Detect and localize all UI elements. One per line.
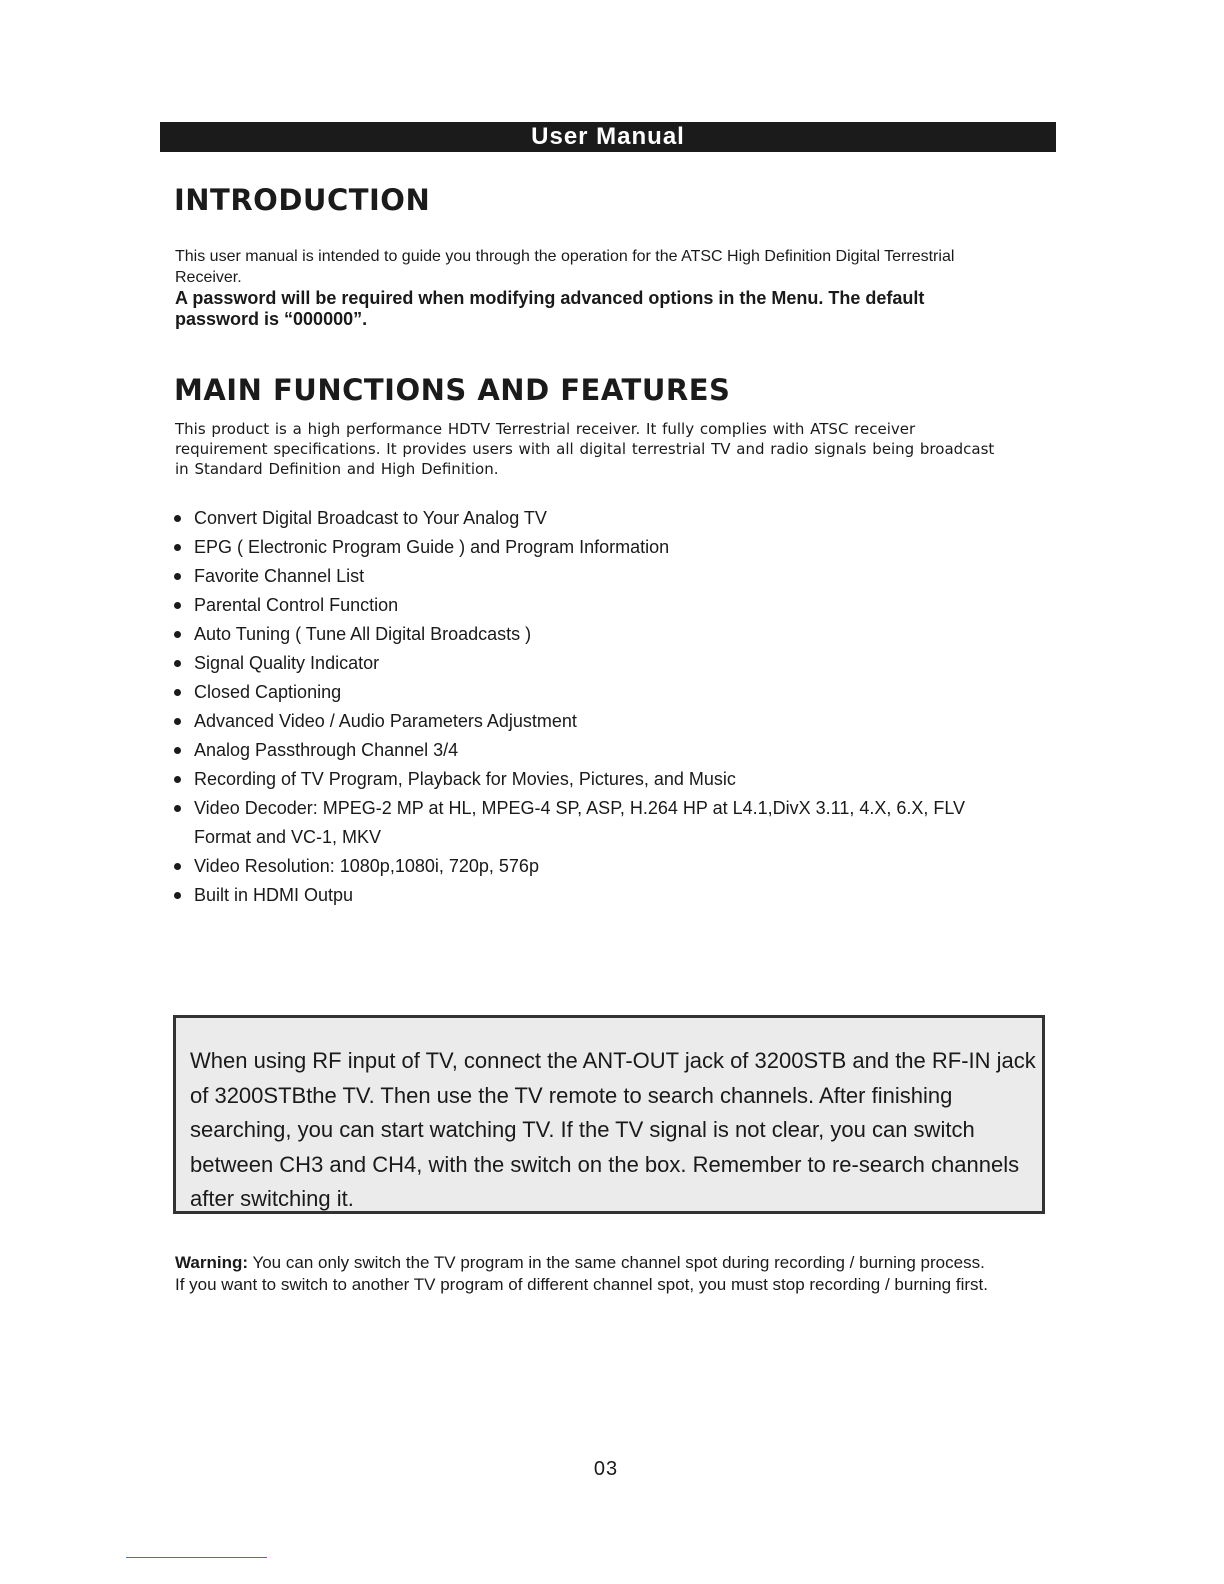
feature-item-text: Favorite Channel List (194, 566, 365, 586)
bullet-icon (174, 805, 181, 812)
feature-item-text: Signal Quality Indicator (194, 653, 380, 673)
footer-rule (126, 1557, 267, 1558)
bullet-icon (174, 573, 181, 580)
feature-item-text: Advanced Video / Audio Parameters Adjustment (194, 711, 577, 731)
feature-item-text: Built in HDMI Outpu (194, 885, 354, 905)
bullet-icon (174, 660, 181, 667)
feature-item (172, 678, 1012, 707)
feature-item (172, 591, 1012, 620)
feature-item (172, 707, 1012, 736)
feature-item (172, 620, 1012, 649)
header-bar (160, 122, 1056, 152)
feature-item (172, 852, 1012, 881)
feature-item-text: Closed Captioning (194, 682, 342, 702)
warning-label: Warning: (175, 1253, 249, 1272)
password-note: A password will be required when modifying advanced options in the Menu. The default password is “000000”. (175, 288, 925, 329)
bullet-icon (174, 892, 181, 899)
feature-item (172, 736, 1012, 765)
feature-item-text: EPG ( Electronic Program Guide ) and Program Information (194, 537, 670, 557)
header-title: User Manual (531, 123, 685, 150)
feature-item (172, 533, 1012, 562)
bullet-icon (174, 515, 181, 522)
feature-item (172, 765, 1012, 794)
feature-item-text: Recording of TV Program, Playback for Movies, Pictures, and Music (194, 769, 736, 789)
bullet-icon (174, 718, 181, 725)
feature-item (172, 562, 1012, 591)
feature-item (172, 881, 1012, 910)
feature-item (172, 649, 1012, 678)
feature-item-text: Auto Tuning ( Tune All Digital Broadcasts ) (194, 624, 532, 644)
bullet-icon (174, 863, 181, 870)
feature-item-text: Video Resolution: 1080p,1080i, 720p, 576p (194, 856, 539, 876)
introduction-text: This user manual is intended to guide you through the operation for the ATSC High Definition Digital Terrestrial Receiver. (175, 248, 955, 286)
feature-item (172, 504, 1012, 533)
introduction-title: INTRODUCTION (174, 183, 431, 217)
warning-text: You can only switch the TV program in the same channel spot during recording / burning process. If you want to switch to another TV program of different channel spot, you must stop recording / burning first. (175, 1253, 988, 1294)
page-number: 03 (593, 1458, 619, 1480)
note-text: When using RF input of TV, connect the ANT-OUT jack of 3200STB and the RF-IN jack of 3200STBthe TV. Then use the TV remote to search channels. After finishing searching, you can start watching TV. If the TV signal is not clear, you can switch between CH3 and CH4, with the switch on the box. Remember to re-search channels after switching it. (190, 1048, 1036, 1211)
bullet-icon (174, 631, 181, 638)
features-title: MAIN FUNCTIONS AND FEATURES (174, 373, 731, 407)
feature-item-text: Parental Control Function (194, 595, 399, 615)
bullet-icon (174, 747, 181, 754)
bullet-icon (174, 602, 181, 609)
bullet-icon (174, 689, 181, 696)
bullet-icon (174, 776, 181, 783)
note-box (173, 1015, 1045, 1214)
feature-item-text: Convert Digital Broadcast to Your Analog TV (194, 508, 547, 528)
feature-item-text: Video Decoder: MPEG-2 MP at HL, MPEG-4 SP, ASP, H.264 HP at L4.1,DivX 3.11, 4.X, 6.X, FLV Format and VC-1, MKV (194, 798, 966, 847)
bullet-icon (174, 544, 181, 551)
warning-paragraph (175, 1252, 995, 1296)
feature-item (172, 794, 1012, 852)
feature-item-text: Analog Passthrough Channel 3/4 (194, 740, 459, 760)
features-list (172, 504, 1012, 910)
features-description: This product is a high performance HDTV Terrestrial receiver. It fully complies with ATSC receiver requirement specifications. It provides users with all digital terrestrial TV and radio signals being broadcast in Standard Definition and High Definition. (175, 420, 995, 478)
